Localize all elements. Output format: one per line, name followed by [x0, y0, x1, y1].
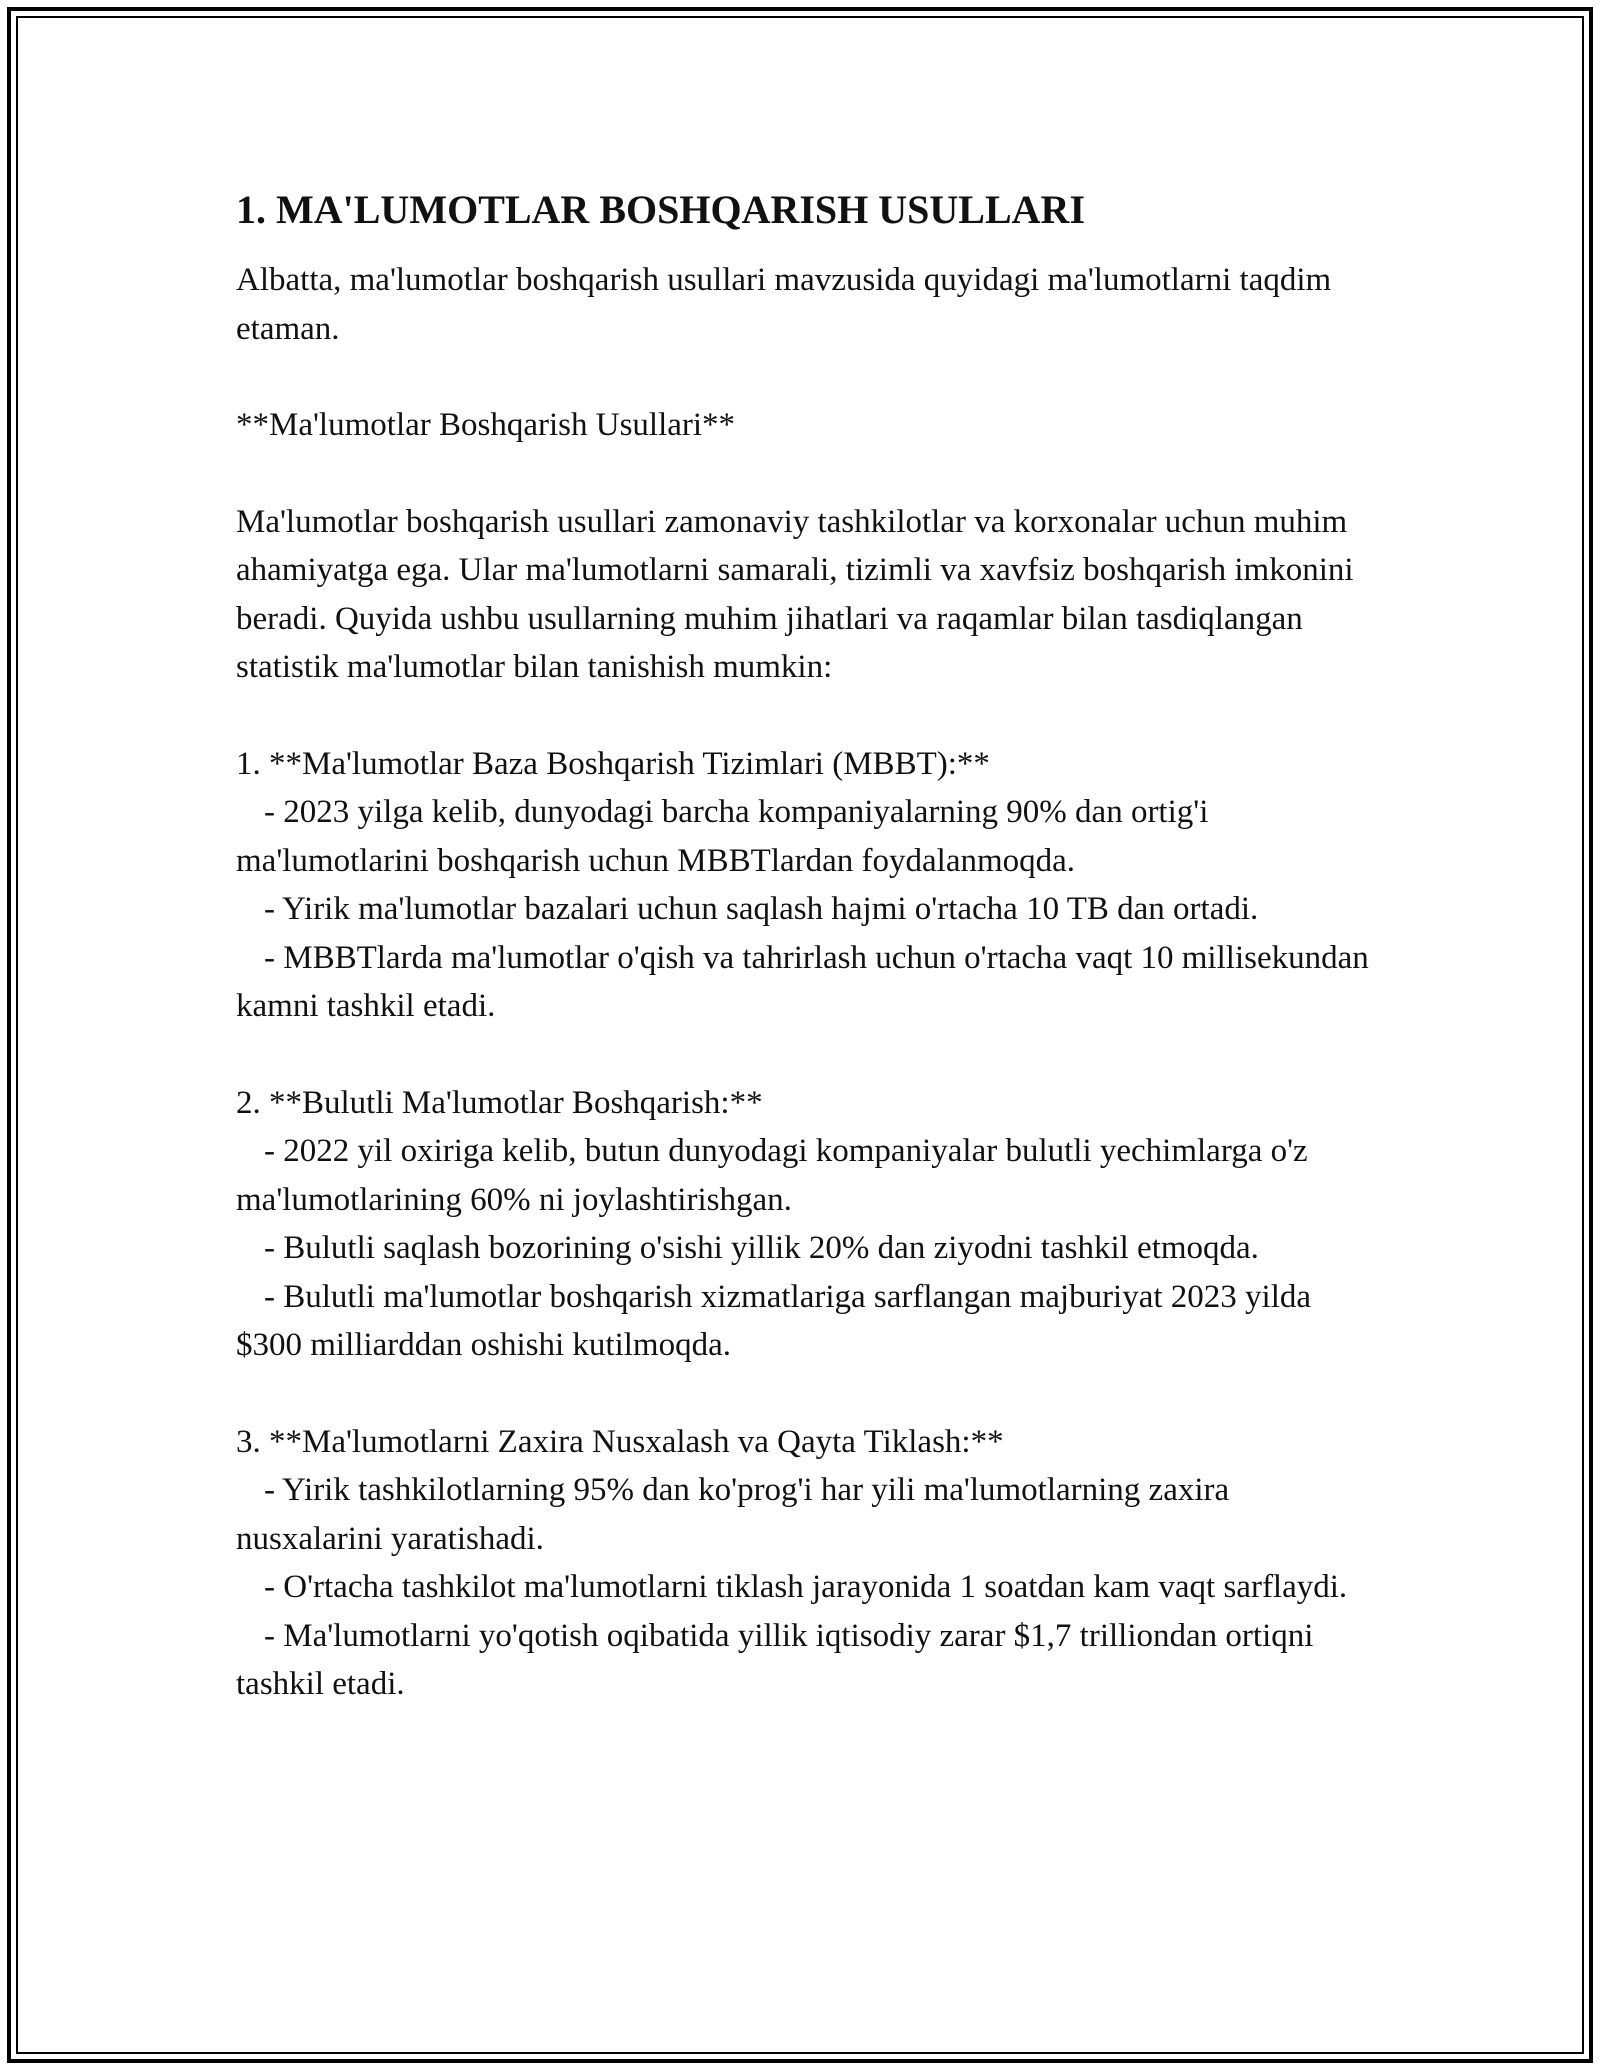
section-bullet: - Yirik ma'lumotlar bazalari uchun saqlash hajmi o'rtacha 10 TB dan ortadi.: [264, 891, 1259, 927]
section-mbbt: [236, 740, 1376, 1031]
document-heading: 1. MA'LUMOTLAR BOSHQARISH USULLARI: [236, 187, 1086, 232]
section-backup: [236, 1418, 1376, 1709]
subtitle-paragraph: **Ma'lumotlar Boshqarish Usullari**: [236, 407, 736, 443]
section-cloud: [236, 1079, 1376, 1370]
section-bullet: - Bulutli saqlash bozorining o'sishi yillik 20% dan ziyodni tashkil etmoqda.: [264, 1230, 1259, 1266]
section-bullet: - MBBTlarda ma'lumotlar o'qish va tahrirlash uchun o'rtacha vaqt 10 millisekundan kamni tashkil etadi.: [236, 939, 1369, 1024]
section-bullet: - 2022 yil oxiriga kelib, butun dunyodagi kompaniyalar bulutli yechimlarga o'z ma'lumotlarining 60% ni joylashtirishgan.: [236, 1133, 1308, 1218]
section-bullet: - O'rtacha tashkilot ma'lumotlarni tiklash jarayonida 1 soatdan kam vaqt sarflaydi.: [264, 1569, 1348, 1605]
section-title: 1. **Ma'lumotlar Baza Boshqarish Tizimlari (MBBT):**: [236, 745, 990, 782]
section-bullet: - Bulutli ma'lumotlar boshqarish xizmatlariga sarflangan majburiyat 2023 yilda $300 milliarddan oshishi kutilmoqda.: [236, 1278, 1312, 1363]
section-bullet: - 2023 yilga kelib, dunyodagi barcha kompaniyalarning 90% dan ortig'i ma'lumotlarini boshqarish uchun MBBTlardan foydalanmoqda.: [236, 794, 1209, 879]
section-title: 2. **Bulutli Ma'lumotlar Boshqarish:**: [236, 1084, 763, 1121]
document-body: [236, 186, 1376, 1757]
section-title: 3. **Ma'lumotlarni Zaxira Nusxalash va Qayta Tiklash:**: [236, 1423, 1004, 1460]
intro-paragraph: Albatta, ma'lumotlar boshqarish usullari mavzusida quyidagi ma'lumotlarni taqdim etaman.: [236, 262, 1332, 347]
overview-paragraph: Ma'lumotlar boshqarish usullari zamonaviy tashkilotlar va korxonalar uchun muhim ahamiyatga ega. Ular ma'lumotlarni samarali, tizimli va xavfsiz boshqarish imkonini beradi. Quyida ushbu usullarning muhim jihatlari va raqamlar bilan tasdiqlangan statistik ma'lumotlar bilan tanishish mumkin:: [236, 503, 1354, 685]
section-bullet: - Yirik tashkilotlarning 95% dan ko'prog'i har yili ma'lumotlarning zaxira nusxalarini yaratishadi.: [236, 1472, 1230, 1557]
section-bullet: - Ma'lumotlarni yo'qotish oqibatida yillik iqtisodiy zarar $1,7 trilliondan ortiqni tashkil etadi.: [236, 1617, 1314, 1702]
